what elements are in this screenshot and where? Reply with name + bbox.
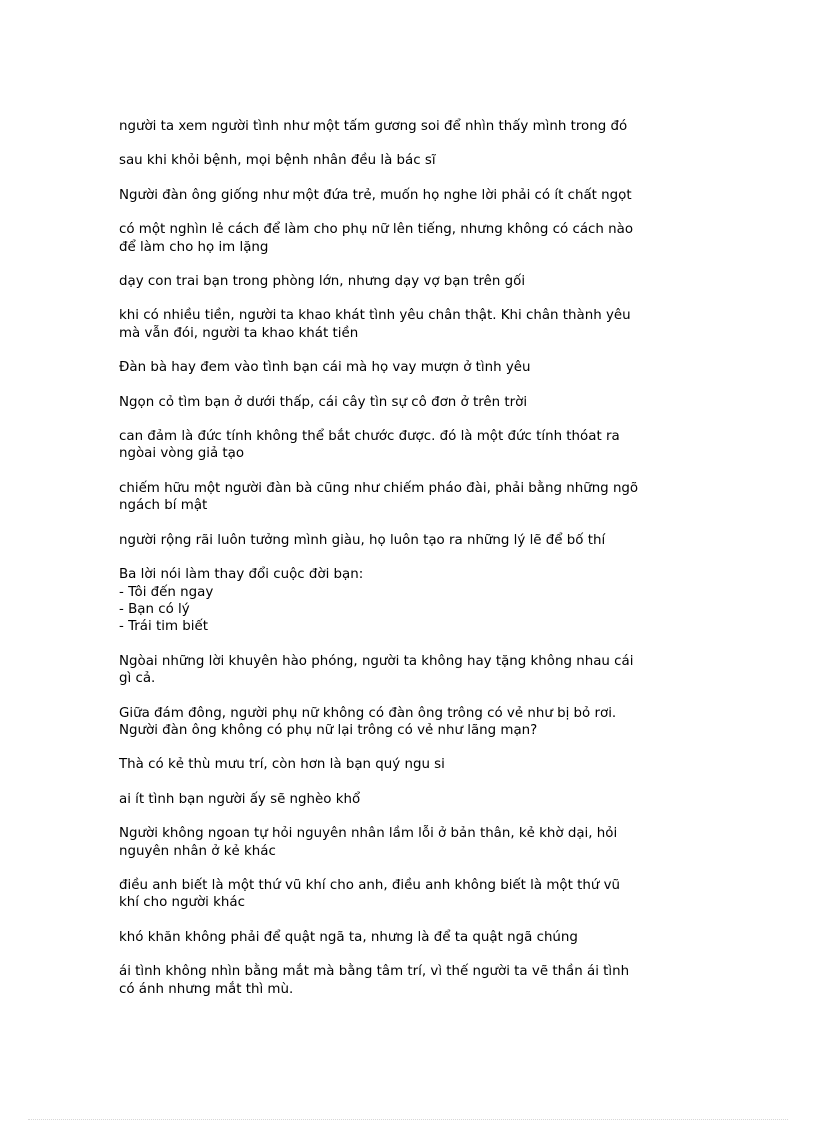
page-bottom-divider — [28, 1119, 788, 1120]
quote-paragraph: Giữa đám đông, người phụ nữ không có đàn ông trông có vẻ như bị bỏ rơi. Người đàn ông không có phụ nữ lại trông có vẻ như lãng mạn? — [119, 705, 617, 738]
quote-paragraph: Thà có kẻ thù mưu trí, còn hơn là bạn quý ngu si — [119, 757, 445, 773]
quote-paragraph: khi có nhiều tiền, người ta khao khát tình yêu chân thật. Khi chân thành yêu mà vẫn đói, người ta khao khát tiền — [119, 308, 631, 341]
quote-paragraph: người ta xem người tình như một tấm gương soi để nhìn thấy mình trong đó — [119, 119, 628, 134]
quote-paragraph: Người không ngoan tự hỏi nguyên nhân lầm lỗi ở bản thân, kẻ khờ dại, hỏi nguyên nhân ở kẻ khác — [119, 826, 618, 859]
quote-paragraph: Đàn bà hay đem vào tình bạn cái mà họ vay mượn ở tình yêu — [119, 360, 531, 376]
quote-paragraph: ai ít tình bạn người ấy sẽ nghèo khổ — [119, 791, 361, 807]
quote-paragraph: Ngòai những lời khuyên hào phóng, người ta không hay tặng không nhau cái gì cả. — [119, 653, 634, 687]
quote-paragraph: Ngọn cỏ tìm bạn ở dưới thấp, cái cây tìn sự cô đơn ở trên trời — [119, 394, 528, 410]
quote-paragraph: can đảm là đức tính không thể bắt chước được. đó là một đức tính thóat ra ngòai vòng giả tạo — [119, 429, 620, 462]
quote-paragraph: dạy con trai bạn trong phòng lớn, nhưng dạy vợ bạn trên gối — [119, 274, 526, 290]
quote-paragraph: khó khăn không phải để quật ngã ta, nhưng là để ta quật ngã chúng — [119, 929, 578, 945]
quote-paragraph: sau khi khỏi bệnh, mọi bệnh nhân đều là bác sĩ — [119, 153, 436, 169]
quote-paragraph: điều anh biết là một thứ vũ khí cho anh, điều anh không biết là một thứ vũ khí cho người khác — [119, 877, 620, 911]
document-body — [119, 118, 704, 1015]
quote-paragraph: Người đàn ông giống như một đứa trẻ, muốn họ nghe lời phải có ít chất ngọt — [119, 187, 632, 203]
quote-paragraph: người rộng rãi luôn tưởng mình giàu, họ luôn tạo ra những lý lẽ để bố thí — [119, 532, 606, 548]
quote-paragraph: chiếm hữu một người đàn bà cũng như chiếm pháo đài, phải bằng những ngõ ngách bí mật — [119, 480, 639, 514]
quote-paragraph: ái tình không nhìn bằng mắt mà bằng tâm trí, vì thế người ta vẽ thần ái tình có ánh nhưng mắt thì mù. — [119, 964, 630, 997]
quote-list-paragraph: Ba lời nói làm thay đổi cuộc đời bạn: - Tôi đến ngay - Bạn có lý - Trái tim biết — [119, 567, 364, 635]
quote-paragraph: có một nghìn lẻ cách để làm cho phụ nữ lên tiếng, nhưng không có cách nào để làm cho họ im lặng — [119, 222, 634, 255]
